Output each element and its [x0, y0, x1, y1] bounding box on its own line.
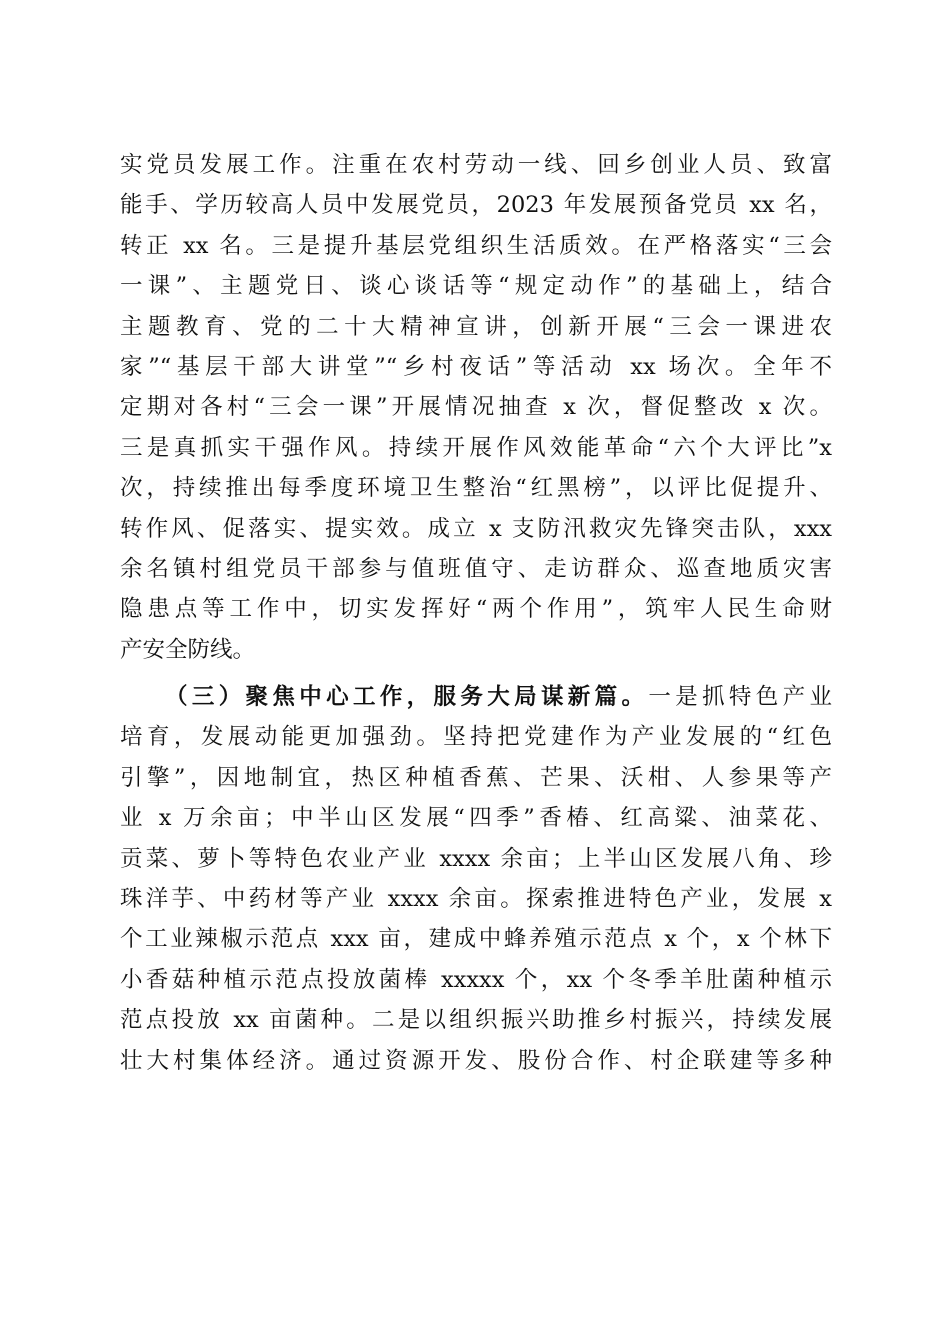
- text-line: 次，持续推出每季度环境卫生整治“红黑榜”，以评比促提升、: [120, 475, 832, 502]
- text-line: 定期对各村“三会一课”开展情况抽查 x 次，督促整改 x 次。: [120, 394, 832, 421]
- text-line: 个工业辣椒示范点 xxx 亩，建成中蜂养殖示范点 x 个，x 个林下: [120, 926, 832, 953]
- text-line: 珠洋芋、中药材等产业 xxxx 余亩。探索推进特色产业，发展 x: [120, 886, 832, 913]
- text-line: 能手、学历较高人员中发展党员，2023 年发展预备党员 xx 名，: [120, 192, 832, 219]
- text-line: 转作风、促落实、提实效。成立 x 支防汛救灾先锋突击队，xxx: [120, 515, 832, 542]
- text-line: 业 x 万余亩；中半山区发展“四季”香椿、红高粱、油菜花、: [120, 805, 832, 832]
- text-line: 引擎”，因地制宜，热区种植香蕉、芒果、沃柑、人参果等产: [120, 764, 832, 791]
- text-line: 范点投放 xx 亩菌种。二是以组织振兴助推乡村振兴，持续发展: [120, 1007, 832, 1034]
- text-line: 主题教育、党的二十大精神宣讲，创新开展“三会一课进农: [120, 313, 832, 340]
- text-line: 培育，发展动能更加强劲。坚持把党建作为产业发展的“红色: [120, 724, 832, 751]
- document-body: [120, 145, 832, 1081]
- text-line: 小香菇种植示范点投放菌棒 xxxxx 个，xx 个冬季羊肚菌种植示: [120, 966, 832, 993]
- section-heading: （三）聚焦中心工作，服务大局谋新篇。: [165, 684, 649, 711]
- paragraph-2: [120, 677, 832, 1081]
- text-line: 隐患点等工作中，切实发挥好“两个作用”，筑牢人民生命财: [120, 596, 832, 623]
- text-line: 产安全防线。: [120, 636, 256, 663]
- text-line: 转正 xx 名。三是提升基层党组织生活质效。在严格落实“三会: [120, 232, 832, 259]
- text-line: 家”“基层干部大讲堂”“乡村夜话”等活动 xx 场次。全年不: [120, 353, 832, 380]
- text-line: 壮大村集体经济。通过资源开发、股份合作、村企联建等多种: [120, 1047, 832, 1074]
- text-line: 实党员发展工作。注重在农村劳动一线、回乡创业人员、致富: [120, 152, 832, 178]
- paragraph-1: [120, 145, 832, 670]
- section-heading-continuation: 一是抓特色产业: [648, 684, 832, 711]
- text-line: 三是真抓实干强作风。持续开展作风效能革命“六个大评比”x: [120, 434, 832, 461]
- paragraph-2-first-line: [120, 677, 832, 717]
- text-line: 余名镇村组党员干部参与值班值守、走访群众、巡查地质灾害: [120, 555, 832, 582]
- text-line: 贡菜、萝卜等特色农业产业 xxxx 余亩；上半山区发展八角、珍: [120, 845, 832, 872]
- text-line: 一课”、主题党日、谈心谈话等“规定动作”的基础上，结合: [120, 273, 832, 300]
